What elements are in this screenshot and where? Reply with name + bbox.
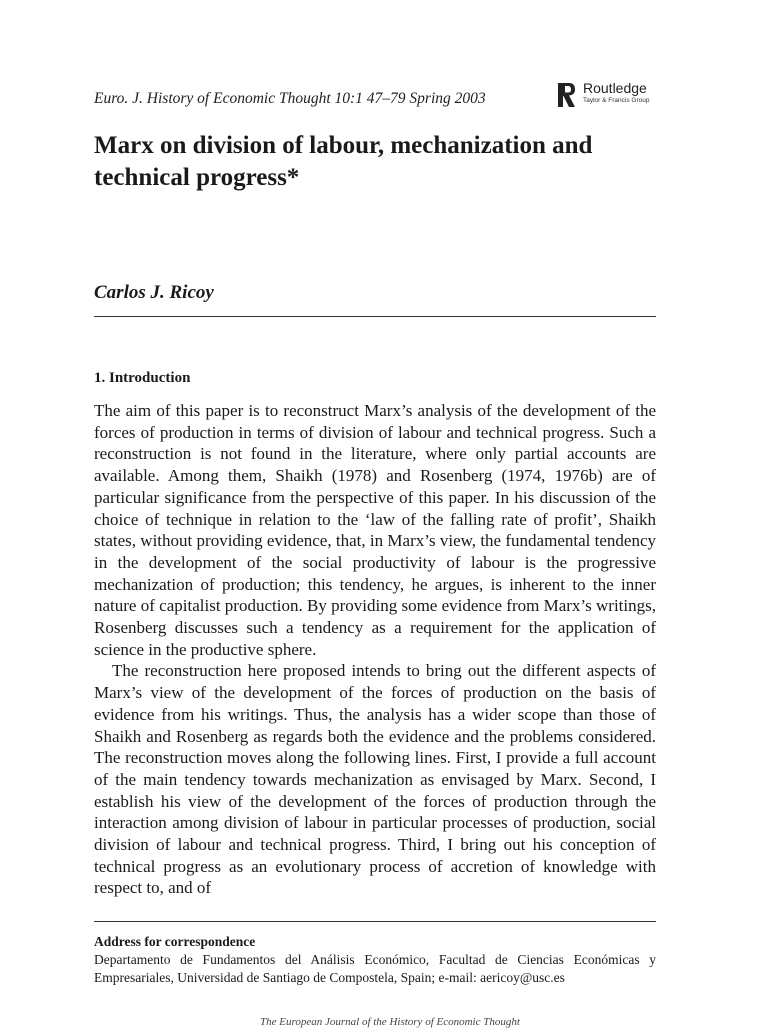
article-title: Marx on division of labour, mechanization and technical progress* xyxy=(94,132,593,191)
footnote-divider xyxy=(94,921,656,922)
page-footer: The European Journal of the History of Economic Thought xyxy=(260,1016,520,1028)
publisher-group: Taylor & Francis Group xyxy=(583,97,650,104)
author-name: Carlos J. Ricoy xyxy=(94,282,214,303)
correspondence-heading: Address for correspondence xyxy=(94,934,256,949)
body-text xyxy=(94,400,656,899)
routledge-r-icon xyxy=(557,82,577,108)
section-heading: 1. Introduction xyxy=(94,370,191,386)
publisher-logo xyxy=(557,80,657,110)
journal-citation: Euro. J. History of Economic Thought 10:1 47–79 Spring 2003 xyxy=(94,90,486,107)
paragraph: The reconstruction here proposed intends to bring out the different aspects of Marx’s view of the development of the forces of production on the basis of evidence from his writings. Thus, the analysis has a wider scope than those of Shaikh and Rosenberg as regards both the evidence and the problems considered. The reconstruction moves along the following lines. First, I provide a full account of the main tendency towards mechanization as envisaged by Marx. Second, I establish his view of the development of the forces of production through the interaction among division of labour in particular processes of production, social division of labour and technical progress. Third, I bring out his conception of technical progress as an evolutionary process of accretion of knowledge with respect to, and of xyxy=(94,661,656,898)
correspondence-text: Departamento de Fundamentos del Análisis Económico, Facultad de Ciencias Económicas y Empresariales, Universidad de Santiago de Compostela, Spain; e-mail: aericoy@usc.es xyxy=(94,952,656,985)
paragraph: The aim of this paper is to reconstruct Marx’s analysis of the development of the forces of production in terms of division of labour and technical progress. Such a reconstruction is not found in the literature, where only partial accounts are available. Among them, Shaikh (1978) and Rosenberg (1974, 1976b) are of particular significance from the perspective of this paper. In his discussion of the choice of technique in relation to the ‘law of the falling rate of profit’, Shaikh states, without providing evidence, that, in Marx’s view, the fundamental tendency in the development of the social productivity of labour is the progressive mechanization of production; this tendency, he argues, is inherent to the inner nature of capitalist production. By providing some evidence from Marx’s writings, Rosenberg discusses such a tendency as a requirement for the application of science in the productive sphere. xyxy=(94,401,656,659)
publisher-name: Routledge xyxy=(583,80,647,96)
header-divider xyxy=(94,316,656,317)
